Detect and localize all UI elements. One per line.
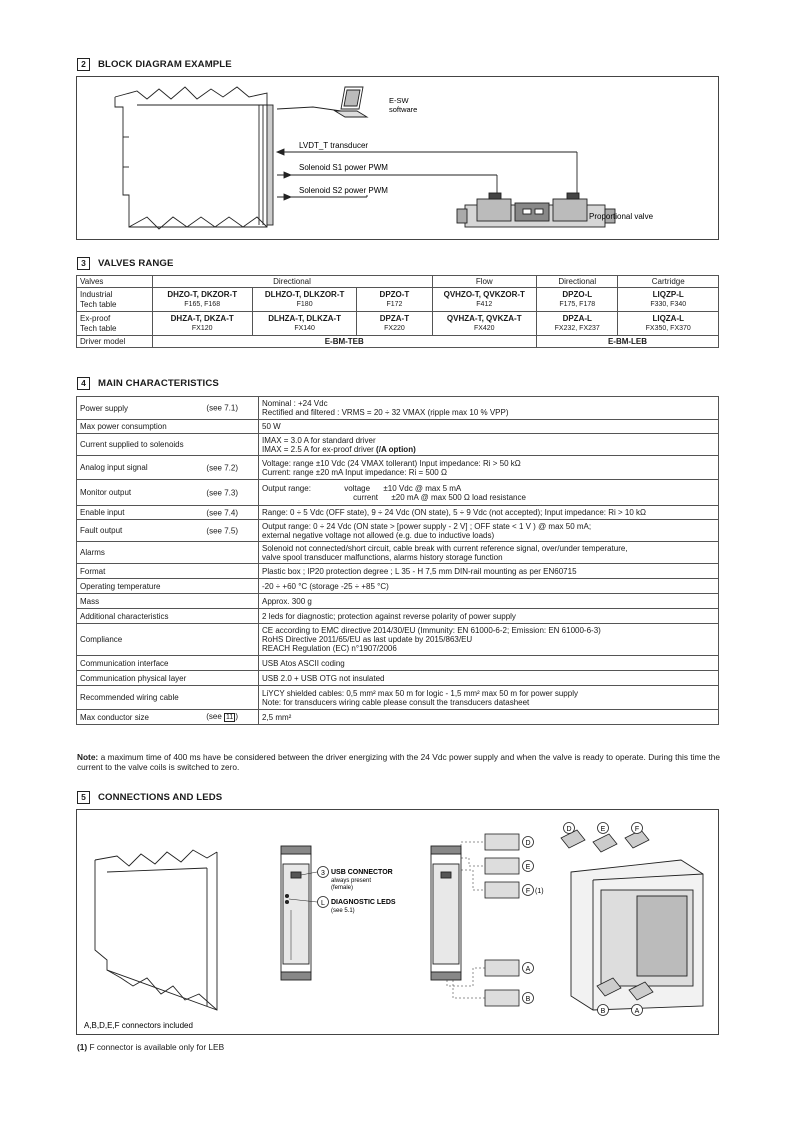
model-name: DPZA-T xyxy=(379,314,410,323)
see-ref: (see 7.1) xyxy=(206,403,238,413)
table-row xyxy=(77,710,719,725)
row-label: Fault output xyxy=(80,526,123,535)
value-line: current ±20 mA @ max 500 Ω load resistance xyxy=(262,492,526,502)
connector-f-note: (1) xyxy=(535,888,544,895)
row-label: Monitor output xyxy=(80,488,132,497)
usb-connector-label: USB CONNECTOR xyxy=(331,869,393,876)
section-title: BLOCK DIAGRAM EXAMPLE xyxy=(98,59,232,70)
plug-a-label: A xyxy=(634,1008,640,1015)
model-name: DPZO-L xyxy=(562,290,593,299)
table-cell xyxy=(618,288,719,312)
table-row xyxy=(77,456,719,480)
see-ref: (see 7.3) xyxy=(206,488,238,497)
connector-f-label: F xyxy=(525,888,531,895)
row-label: Format xyxy=(80,566,106,576)
value-cell xyxy=(259,480,719,506)
table-row xyxy=(77,671,719,686)
row-label: Power supply xyxy=(80,403,129,413)
header-cell: Cartridge xyxy=(618,276,719,288)
section-number: 4 xyxy=(77,377,90,390)
table-cell xyxy=(432,288,536,312)
row-label: Analog input signal xyxy=(80,463,148,472)
connectors-included-label: A,B,D,E,F connectors included xyxy=(84,1021,193,1030)
proportional-valve-label: Proportional valve xyxy=(589,212,654,221)
table-row xyxy=(77,520,719,542)
value-line: Approx. 300 g xyxy=(262,596,312,606)
driver-module-drawing xyxy=(115,87,273,229)
plug-b-label: B xyxy=(600,1008,606,1015)
main-characteristics-table xyxy=(76,396,719,725)
model-name: DPZO-T xyxy=(379,290,410,299)
section-4-heading xyxy=(77,377,219,390)
value-cell xyxy=(259,710,719,725)
table-cell xyxy=(152,288,252,312)
connector-blocks xyxy=(485,834,519,1006)
see-text: (see xyxy=(206,712,222,721)
row-label-cell xyxy=(77,594,259,609)
table-row xyxy=(77,336,719,348)
row-label: Max conductor size xyxy=(80,712,149,722)
row-label: Recommended wiring cable xyxy=(80,693,179,702)
value-cell xyxy=(259,542,719,564)
table-cell xyxy=(152,312,252,336)
row-label-cell xyxy=(77,671,259,686)
value-line: Output range: voltage ±10 Vdc @ max 5 mA xyxy=(262,483,462,493)
value-line: Output range: 0 ÷ 24 Vdc (ON state > [power supply - 2 V] ; OFF state < 1 V ) @ max 50 mA; xyxy=(262,521,592,531)
header-cell: Valves xyxy=(77,276,153,288)
valves-range-table xyxy=(76,275,719,348)
lvdt-label: LVDT_T transducer xyxy=(299,141,369,150)
see-end: ) xyxy=(235,712,238,721)
row-label-cell xyxy=(77,686,259,710)
value-line: USB 2.0 + USB OTG not insulated xyxy=(262,673,385,683)
row-sublabel: Tech table xyxy=(80,299,117,309)
table-row xyxy=(77,609,719,624)
diag-number: L xyxy=(321,900,325,907)
block-diagram-box xyxy=(76,76,719,240)
row-label-cell xyxy=(77,434,259,456)
connector-a-label: A xyxy=(525,966,531,973)
tech-table-ref: F330, F340 xyxy=(650,300,687,308)
footnote-number: (1) xyxy=(77,1042,88,1052)
value-cell xyxy=(259,624,719,656)
driver-front-drawing xyxy=(281,846,311,980)
value-line: 2 leds for diagnostic; protection against reverse polarity of power supply xyxy=(262,611,516,621)
table-cell xyxy=(537,288,618,312)
table-cell xyxy=(537,312,618,336)
table-cell xyxy=(357,288,432,312)
plug-f-label: F xyxy=(634,826,640,833)
row-sublabel: Tech table xyxy=(80,323,117,333)
model-name: LIQZP-L xyxy=(652,290,684,299)
row-label: Compliance xyxy=(80,635,123,644)
value-line: USB Atos ASCII coding xyxy=(262,658,345,668)
value-cell xyxy=(259,434,719,456)
header-cell: Directional xyxy=(152,276,432,288)
row-label: Communication interface xyxy=(80,658,169,668)
row-label: Industrial xyxy=(80,290,113,299)
table-row xyxy=(77,420,719,434)
section-number: 5 xyxy=(77,791,90,804)
usb-sub1: always present xyxy=(331,878,372,884)
row-label-cell xyxy=(77,312,153,336)
section-number: 2 xyxy=(77,58,90,71)
tech-table-ref: F412 xyxy=(476,300,493,308)
value-line: Voltage: range ±10 Vdc (24 VMAX tollerant) Input impedance: Ri > 50 kΩ xyxy=(262,458,521,468)
software-label: software xyxy=(389,105,418,114)
see-ref: (see 7.2) xyxy=(206,463,238,472)
tech-table-ref: F180 xyxy=(296,300,313,308)
value-cell xyxy=(259,397,719,420)
table-row xyxy=(77,288,719,312)
section-2-heading xyxy=(77,58,232,71)
model-name: DHZA-T, DKZA-T xyxy=(170,314,234,323)
row-label: Communication physical layer xyxy=(80,673,187,683)
value-line: 50 W xyxy=(262,422,281,431)
section-5-heading xyxy=(77,791,222,804)
row-label: Ex-proof xyxy=(80,314,111,323)
connector-b-label: B xyxy=(525,996,531,1003)
section-title: MAIN CHARACTERISTICS xyxy=(98,378,219,389)
block-diagram xyxy=(77,77,718,239)
table-cell xyxy=(432,312,536,336)
proportional-valve-drawing xyxy=(457,193,615,227)
tech-table-ref: FX140 xyxy=(294,324,315,332)
row-label-cell xyxy=(77,564,259,579)
value-line: Solenoid not connected/short circuit, cable break with current reference signal, over/under temperature, xyxy=(262,543,628,553)
table-row xyxy=(77,312,719,336)
connector-d-label: D xyxy=(525,840,531,847)
tech-table-ref: F175, F178 xyxy=(559,300,596,308)
value-cell xyxy=(259,594,719,609)
value-cell xyxy=(259,506,719,520)
solenoid-s1-label: Solenoid S1 power PWM xyxy=(299,163,388,172)
table-cell xyxy=(618,312,719,336)
value-line xyxy=(262,445,715,454)
connections-box xyxy=(76,809,719,1035)
table-row xyxy=(77,542,719,564)
value-text: IMAX = 2.5 A for ex-proof driver xyxy=(262,444,374,454)
value-line: Nominal : +24 Vdc xyxy=(262,399,328,408)
value-line: Plastic box ; IP20 protection degree ; L 35 - H 7,5 mm DIN-rail mounting as per EN60715 xyxy=(262,566,577,576)
row-label: Operating temperature xyxy=(80,581,161,591)
table-cell xyxy=(252,288,356,312)
value-cell xyxy=(259,686,719,710)
diagnostic-leds-label: DIAGNOSTIC LEDS xyxy=(331,899,396,906)
value-line: external negative voltage not allowed (e.g. due to inductive loads) xyxy=(262,530,495,540)
tech-table-ref: FX220 xyxy=(384,324,405,332)
tech-table-ref: F172 xyxy=(386,300,403,308)
tech-table-ref: FX350, FX370 xyxy=(645,324,691,332)
driver-isometric-drawing xyxy=(95,850,217,1010)
row-label-cell xyxy=(77,480,259,506)
model-name: LIQZA-L xyxy=(652,314,684,323)
note-paragraph xyxy=(77,752,720,772)
connections-diagram xyxy=(77,810,718,1034)
model-name: DLHZA-T, DLKZA-T xyxy=(268,314,342,323)
row-label-cell xyxy=(77,397,259,420)
value-line: valve spool transducer malfunctions, alarms history storage function xyxy=(262,552,503,562)
tech-table-ref: FX120 xyxy=(191,324,213,332)
table-row xyxy=(77,594,719,609)
value-line: IMAX = 3.0 A for standard driver xyxy=(262,435,376,445)
tech-table-ref: F165, F168 xyxy=(184,300,221,308)
tech-table-ref: FX420 xyxy=(473,324,495,332)
header-cell: Flow xyxy=(432,276,536,288)
table-header-row xyxy=(77,276,719,288)
model-name: DHZO-T, DKZOR-T xyxy=(167,290,238,299)
solenoid-s2-label: Solenoid S2 power PWM xyxy=(299,186,388,195)
value-cell xyxy=(259,671,719,686)
row-label-cell xyxy=(77,288,153,312)
driver-model-cell xyxy=(537,336,719,348)
tech-table-ref: FX232, FX237 xyxy=(554,324,600,332)
driver-model: E-BM-LEB xyxy=(607,336,648,346)
table-row xyxy=(77,480,719,506)
value-cell xyxy=(259,420,719,434)
note-label: Note: xyxy=(77,752,99,762)
row-label: Alarms xyxy=(80,548,105,557)
table-cell xyxy=(252,312,356,336)
row-label-cell xyxy=(77,624,259,656)
laptop-icon xyxy=(335,87,367,117)
diag-sub: (see 5.1) xyxy=(331,908,355,914)
section-number: 3 xyxy=(77,257,90,270)
note-text: a maximum time of 400 ms have be considered between the driver energizing with the 24 Vdc power supply and when the valve is ready to operate. During this time the current to the valve coils is switched to zero. xyxy=(77,752,720,772)
value-line: 2,5 mm² xyxy=(262,712,292,722)
model-name: QVHZA-T, QVKZA-T xyxy=(446,314,522,323)
row-label-cell xyxy=(77,420,259,434)
driver-front-connectors-drawing xyxy=(431,846,461,980)
section-3-heading xyxy=(77,257,173,270)
row-label-cell: Driver model xyxy=(77,336,153,348)
see-box: 11 xyxy=(226,714,234,721)
value-line: Rectified and filtered : VRMS = 20 ÷ 32 VMAX (ripple max 10 % VPP) xyxy=(262,408,509,417)
row-label-cell xyxy=(77,579,259,594)
usb-callout xyxy=(301,867,393,892)
value-cell xyxy=(259,656,719,671)
section-title: CONNECTIONS AND LEDS xyxy=(98,792,223,803)
row-label-cell xyxy=(77,542,259,564)
row-label: Mass xyxy=(80,596,100,606)
row-label-cell xyxy=(77,456,259,480)
row-label-cell xyxy=(77,656,259,671)
table-row xyxy=(77,506,719,520)
row-label: Additional characteristics xyxy=(80,611,169,621)
table-cell xyxy=(357,312,432,336)
connector-e-label: E xyxy=(525,864,531,871)
table-row xyxy=(77,579,719,594)
section-title: VALVES RANGE xyxy=(98,258,174,269)
value-line: RoHS Directive 2011/65/EU as last update by 2015/863/EU xyxy=(262,635,473,644)
row-label: Max power consumption xyxy=(80,422,167,431)
row-label: Enable input xyxy=(80,508,125,517)
option-text: (/A option) xyxy=(373,444,416,454)
value-cell xyxy=(259,520,719,542)
connector-labels xyxy=(523,837,544,1004)
row-label-cell xyxy=(77,609,259,624)
usb-sub2: (female) xyxy=(331,885,354,891)
value-line: REACH Regulation (EC) n°1907/2006 xyxy=(262,644,397,653)
footnote xyxy=(77,1042,224,1052)
model-name: QVHZO-T, QVKZOR-T xyxy=(443,290,525,299)
value-line: Range: 0 ÷ 5 Vdc (OFF state), 9 ÷ 24 Vdc (ON state), 5 ÷ 9 Vdc (not accepted); Input impedance: Ri > 10 kΩ xyxy=(262,508,646,517)
table-row xyxy=(77,434,719,456)
row-label-cell xyxy=(77,520,259,542)
table-row xyxy=(77,564,719,579)
see-ref: (see 7.4) xyxy=(206,508,238,517)
usb-link-line xyxy=(277,107,341,111)
plug-e-label: E xyxy=(600,826,606,833)
value-line: CE according to EMC directive 2014/30/EU (Immunity: EN 61000-6-2; Emission: EN 61000-6-3) xyxy=(262,626,601,635)
value-cell xyxy=(259,564,719,579)
esw-label: E-SW xyxy=(389,96,409,105)
model-name: DPZA-L xyxy=(562,314,592,323)
table-row xyxy=(77,686,719,710)
value-cell xyxy=(259,579,719,594)
row-label-cell xyxy=(77,710,259,725)
value-line: LiYCY shielded cables: 0,5 mm² max 50 m for logic - 1,5 mm² max 50 m for power supply xyxy=(262,688,578,698)
see-ref xyxy=(206,712,238,722)
table-row xyxy=(77,656,719,671)
value-cell xyxy=(259,456,719,480)
model-name: DLHZO-T, DLKZOR-T xyxy=(264,290,345,299)
value-line: -20 ÷ +60 °C (storage -25 ÷ +85 °C) xyxy=(262,581,389,591)
footnote-text: F connector is available only for LEB xyxy=(87,1042,225,1052)
table-row xyxy=(77,624,719,656)
table-row xyxy=(77,397,719,420)
row-label: Current supplied to solenoids xyxy=(80,440,184,449)
plug-d-label: D xyxy=(566,826,572,833)
value-cell xyxy=(259,609,719,624)
see-ref: (see 7.5) xyxy=(206,526,238,535)
row-label-cell xyxy=(77,506,259,520)
usb-number: 3 xyxy=(321,870,325,877)
value-line: Note: for transducers wiring cable please consult the transducers datasheet xyxy=(262,697,530,707)
header-cell: Directional xyxy=(537,276,618,288)
driver-model-cell xyxy=(152,336,537,348)
value-line: Current: range ±20 mA Input impedance: Ri = 500 Ω xyxy=(262,467,447,477)
driver-model: E-BM-TEB xyxy=(324,336,364,346)
